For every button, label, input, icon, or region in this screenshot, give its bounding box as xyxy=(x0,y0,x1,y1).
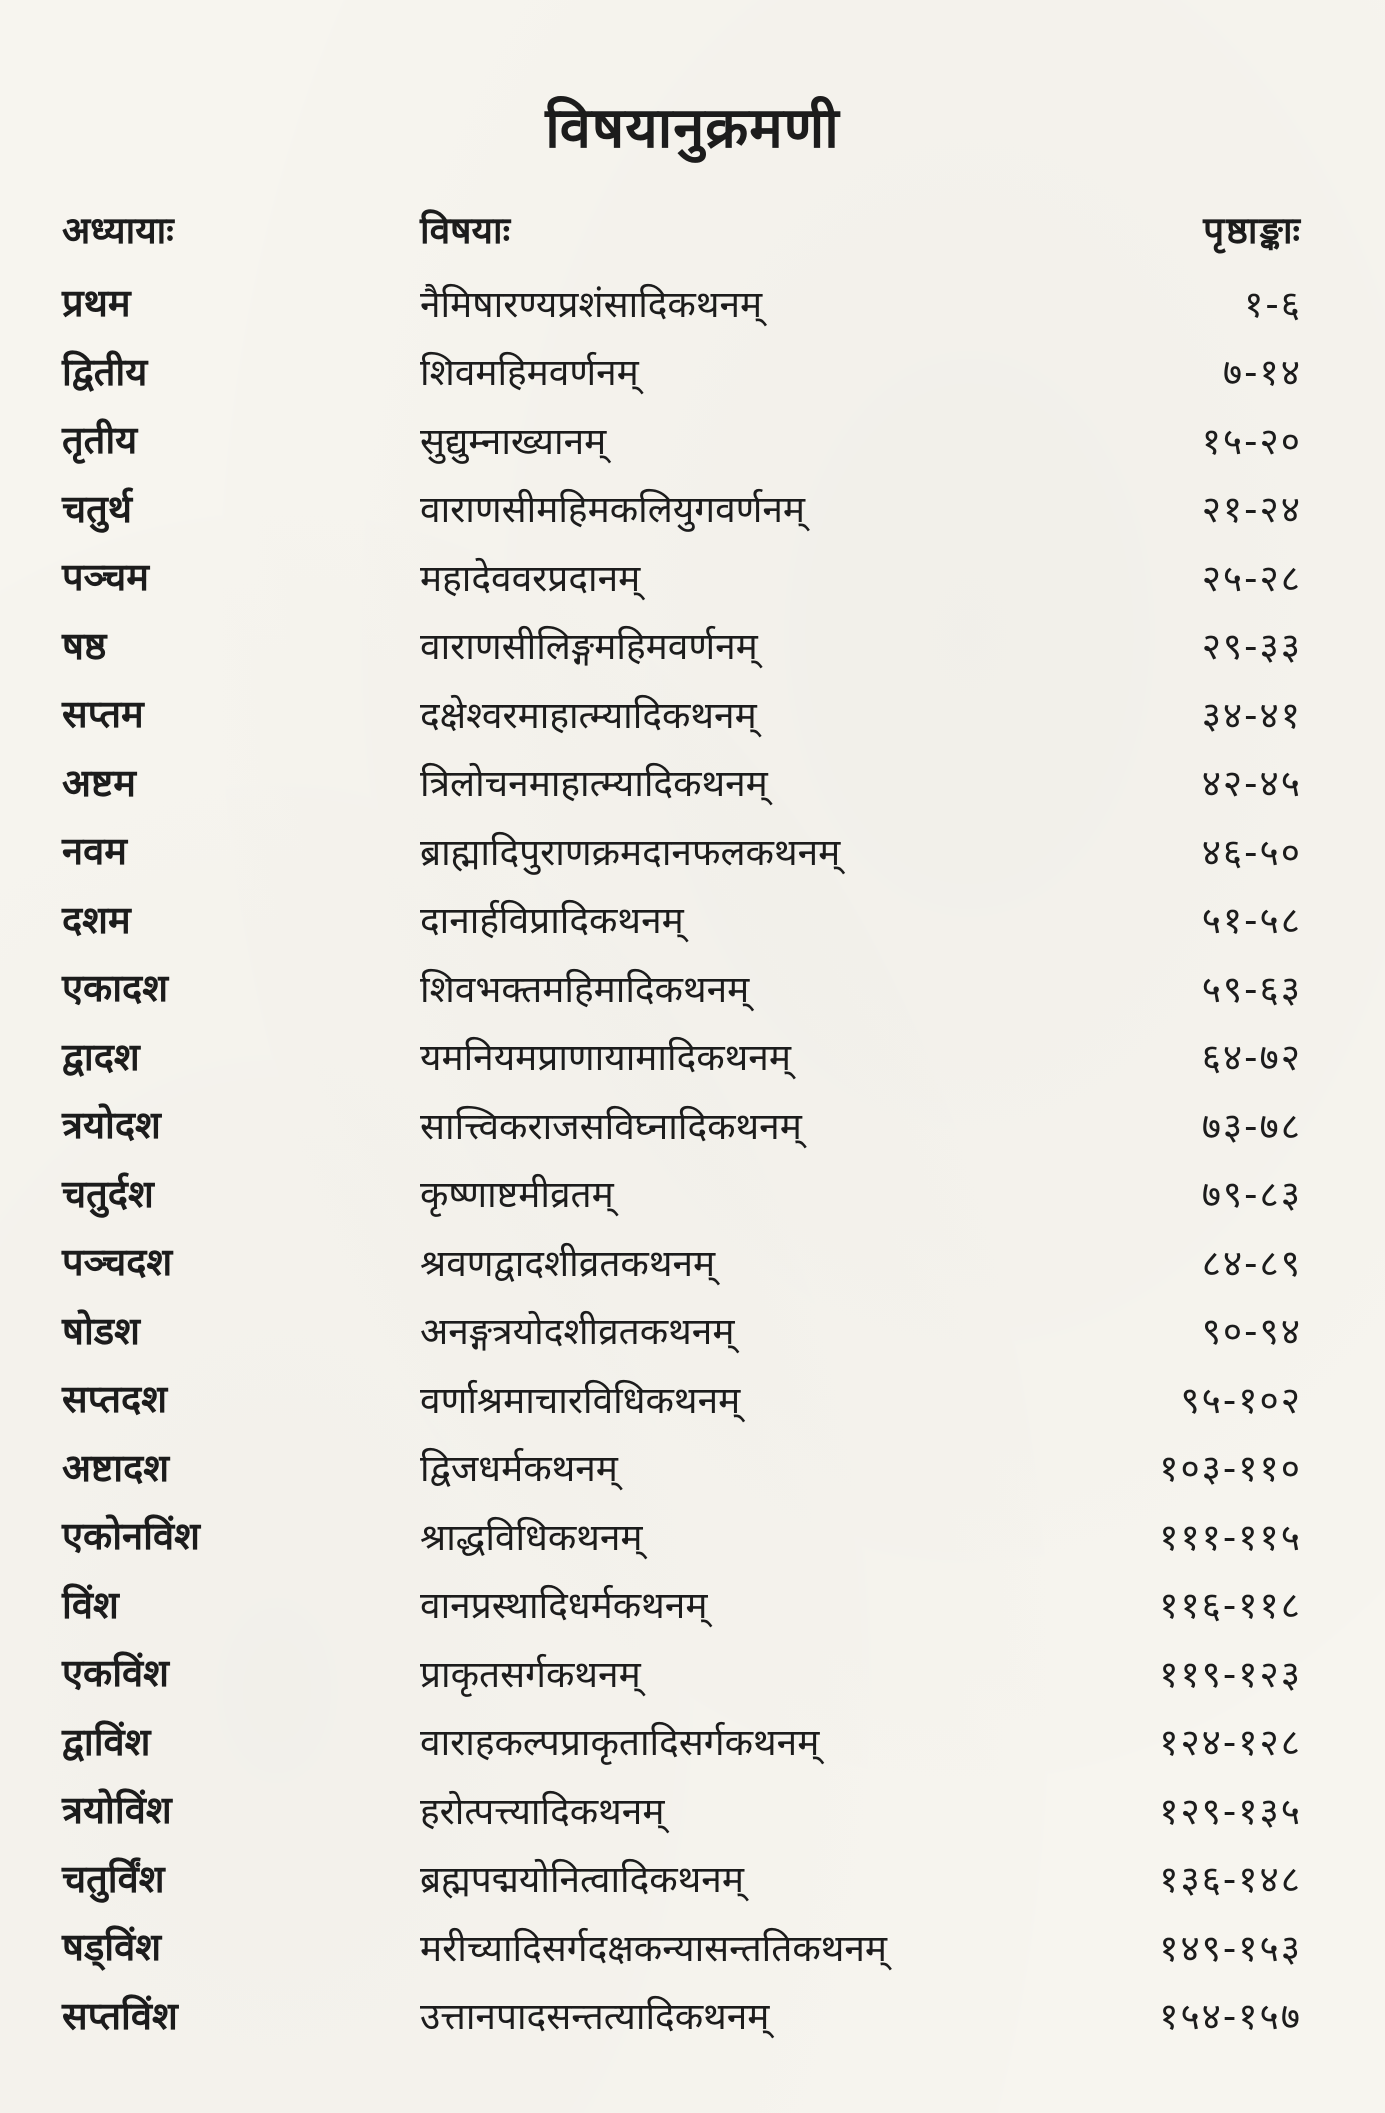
chapter-subject: दक्षेश्वरमाहात्म्यादिकथनम् xyxy=(420,693,757,737)
chapter-subject: वाराहकल्पप्राकृतादिसर्गकथनम् xyxy=(420,1721,820,1765)
page-range: १५-२० xyxy=(1201,419,1302,463)
page-range: ३४-४१ xyxy=(1201,693,1302,737)
page-range: १-६ xyxy=(1244,282,1302,326)
table-row xyxy=(62,1364,1302,1433)
page-range: १११-११५ xyxy=(1159,1515,1302,1559)
table-row xyxy=(62,1159,1302,1228)
page-range: ५९-६३ xyxy=(1201,967,1302,1011)
table-row xyxy=(62,953,1302,1022)
chapter-subject: वाराणसीलिङ्गमहिमवर्णनम् xyxy=(420,625,758,669)
page-range: ८४-८९ xyxy=(1201,1241,1302,1285)
chapter-subject: महादेववरप्रदानम् xyxy=(420,556,641,600)
chapter-name: त्रयोदश xyxy=(62,1102,161,1148)
chapter-name: षष्ठ xyxy=(62,622,107,668)
table-row xyxy=(62,1022,1302,1091)
table-row xyxy=(62,542,1302,611)
table-row xyxy=(62,1981,1302,2050)
chapter-subject: हरोत्पत्त्यादिकथनम् xyxy=(420,1789,665,1833)
chapter-name: सप्तम xyxy=(62,691,144,737)
chapter-name: द्वाविंश xyxy=(62,1718,151,1764)
page-range: १०३-११० xyxy=(1159,1447,1302,1491)
chapter-name: अष्टादश xyxy=(62,1444,170,1490)
header-page: पृष्ठाङ्काः xyxy=(1203,208,1302,252)
chapter-name: द्वितीय xyxy=(62,348,148,394)
chapter-subject: यमनियमप्राणायामादिकथनम् xyxy=(420,1036,791,1080)
table-row xyxy=(62,268,1302,337)
table-row xyxy=(62,1912,1302,1981)
chapter-name: पञ्चम xyxy=(62,554,149,600)
chapter-name: द्वादश xyxy=(62,1033,140,1079)
chapter-subject: अनङ्गत्रयोदशीव्रतकथनम् xyxy=(420,1310,735,1354)
page-range: ७-१४ xyxy=(1222,351,1302,395)
chapter-subject: त्रिलोचनमाहात्म्यादिकथनम् xyxy=(420,762,768,806)
chapter-name: षड्विंश xyxy=(62,1924,162,1970)
table-row xyxy=(62,1570,1302,1639)
table-row xyxy=(62,1433,1302,1502)
page-range: ११९-१२३ xyxy=(1159,1652,1302,1696)
chapter-name: चतुर्दश xyxy=(62,1170,154,1216)
chapter-name: दशम xyxy=(62,896,131,942)
chapter-subject: श्राद्धविधिकथनम् xyxy=(420,1515,643,1559)
table-row xyxy=(62,1090,1302,1159)
chapter-subject: वर्णाश्रमाचारविधिकथनम् xyxy=(420,1378,741,1422)
table-of-contents xyxy=(62,188,1302,2049)
table-row xyxy=(62,748,1302,817)
chapter-name: विंश xyxy=(62,1581,119,1627)
chapter-name: नवम xyxy=(62,828,127,874)
chapter-name: त्रयोविंश xyxy=(62,1787,172,1833)
table-row xyxy=(62,405,1302,474)
chapter-subject: कृष्णाष्टमीव्रतम् xyxy=(420,1173,614,1217)
table-row xyxy=(62,1227,1302,1296)
page-range: ११६-११८ xyxy=(1159,1584,1302,1628)
page-range: १२९-१३५ xyxy=(1159,1789,1302,1833)
chapter-subject: ब्रह्मपद्मयोनित्वादिकथनम् xyxy=(420,1858,744,1902)
table-row xyxy=(62,1638,1302,1707)
page-range: ४२-४५ xyxy=(1201,762,1302,806)
chapter-name: प्रथम xyxy=(62,280,131,326)
chapter-name: एकोनविंश xyxy=(62,1513,200,1559)
page-range: १४९-१५३ xyxy=(1159,1926,1302,1970)
page-range: १३६-१४८ xyxy=(1159,1858,1302,1902)
header-subject: विषयाः xyxy=(420,208,511,252)
page-range: १५४-१५७ xyxy=(1159,1995,1302,2039)
page-range: ५१-५८ xyxy=(1201,899,1302,943)
chapter-subject: शिवमहिमवर्णनम् xyxy=(420,351,639,395)
chapter-subject: प्राकृतसर्गकथनम् xyxy=(420,1652,641,1696)
page-range: ७३-७८ xyxy=(1201,1104,1302,1148)
table-row xyxy=(62,816,1302,885)
table-row xyxy=(62,611,1302,680)
table-row xyxy=(62,1844,1302,1913)
table-row xyxy=(62,885,1302,954)
table-row xyxy=(62,679,1302,748)
page-range: ६४-७२ xyxy=(1201,1036,1302,1080)
table-row xyxy=(62,474,1302,543)
chapter-name: चतुर्थ xyxy=(62,485,133,531)
table-row xyxy=(62,1707,1302,1776)
chapter-name: एकादश xyxy=(62,965,169,1011)
chapter-subject: श्रवणद्वादशीव्रतकथनम् xyxy=(420,1241,716,1285)
page-range: २५-२८ xyxy=(1201,556,1302,600)
chapter-subject: शिवभक्तमहिमादिकथनम् xyxy=(420,967,750,1011)
chapter-name: सप्तदश xyxy=(62,1376,168,1422)
chapter-subject: द्विजधर्मकथनम् xyxy=(420,1447,618,1491)
chapter-name: तृतीय xyxy=(62,417,138,463)
chapter-name: एकविंश xyxy=(62,1650,170,1696)
page-range: १२४-१२८ xyxy=(1159,1721,1302,1765)
chapter-name: पञ्चदश xyxy=(62,1239,173,1285)
chapter-subject: सात्त्विकराजसविघ्नादिकथनम् xyxy=(420,1104,802,1148)
table-row xyxy=(62,1775,1302,1844)
page-range: ९०-९४ xyxy=(1201,1310,1302,1354)
page-title: विषयानुक्रमणी xyxy=(545,96,840,161)
chapter-subject: वानप्रस्थादिधर्मकथनम् xyxy=(420,1584,708,1628)
chapter-subject: मरीच्यादिसर्गदक्षकन्यासन्ततिकथनम् xyxy=(420,1926,888,1970)
chapter-subject: वाराणसीमहिमकलियुगवर्णनम् xyxy=(420,488,806,532)
chapter-name: अष्टम xyxy=(62,759,136,805)
page-range: ९५-१०२ xyxy=(1180,1378,1302,1422)
toc-rows xyxy=(62,268,1302,2049)
table-row xyxy=(62,1296,1302,1365)
chapter-subject: दानार्हविप्रादिकथनम् xyxy=(420,899,684,943)
header-chapter: अध्यायाः xyxy=(62,208,174,252)
page-range: ७९-८३ xyxy=(1201,1173,1302,1217)
page-range: २९-३३ xyxy=(1201,625,1302,669)
chapter-subject: उत्तानपादसन्तत्यादिकथनम् xyxy=(420,1995,770,2039)
chapter-subject: सुद्युम्नाख्यानम् xyxy=(420,419,607,463)
table-row xyxy=(62,337,1302,406)
table-row xyxy=(62,1501,1302,1570)
chapter-subject: ब्राह्मादिपुराणक्रमदानफलकथनम् xyxy=(420,830,841,874)
chapter-name: चतुर्विंश xyxy=(62,1855,165,1901)
page-range: ४६-५० xyxy=(1201,830,1302,874)
page-range: २१-२४ xyxy=(1201,488,1302,532)
toc-header-row xyxy=(62,188,1302,268)
chapter-name: सप्तविंश xyxy=(62,1992,178,2038)
chapter-subject: नैमिषारण्यप्रशंसादिकथनम् xyxy=(420,282,763,326)
chapter-name: षोडश xyxy=(62,1307,140,1353)
